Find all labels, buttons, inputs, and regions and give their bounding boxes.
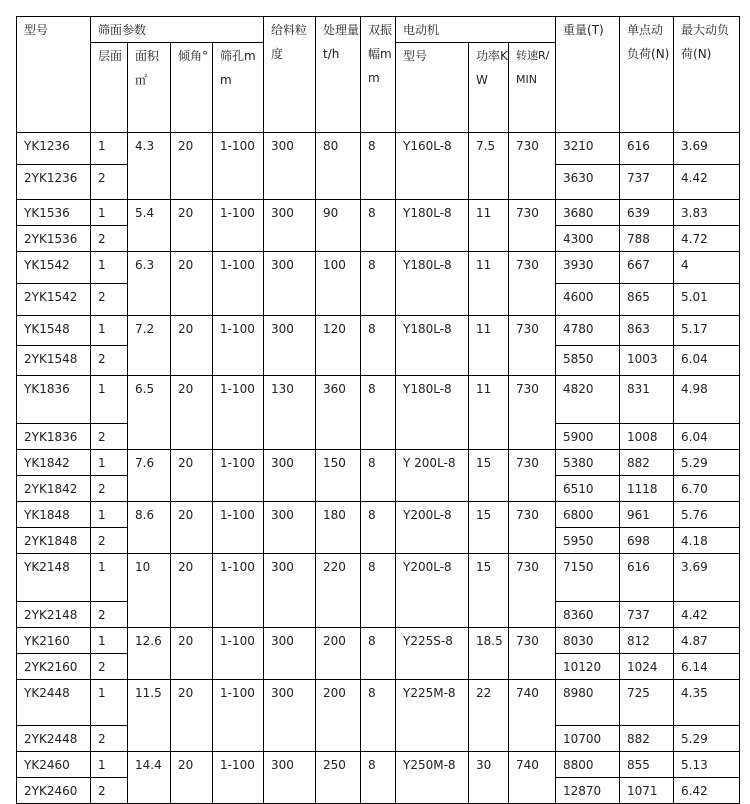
mesh-cell: 1-100 <box>213 502 264 554</box>
feed-size-cell: 300 <box>264 628 316 680</box>
model-name-cell: YK2148 <box>17 554 91 602</box>
weight-cell: 4300 <box>556 226 620 252</box>
header-angle: 倾角° <box>171 43 213 133</box>
weight-cell: 5850 <box>556 346 620 376</box>
amplitude-cell: 8 <box>361 680 396 752</box>
feed-size-cell: 300 <box>264 133 316 200</box>
area-cell: 8.6 <box>128 502 171 554</box>
weight-cell: 3210 <box>556 133 620 165</box>
weight-cell: 8800 <box>556 752 620 778</box>
model-name-cell: YK1848 <box>17 502 91 528</box>
amplitude-cell: 8 <box>361 450 396 502</box>
model-name-cell: YK1548 <box>17 316 91 346</box>
speed-cell: 730 <box>509 628 556 680</box>
feed-size-cell: 300 <box>264 450 316 502</box>
model-name-cell: 2YK1236 <box>17 165 91 200</box>
area-cell: 10 <box>128 554 171 628</box>
layers-cell: 1 <box>91 200 128 226</box>
speed-cell: 730 <box>509 554 556 628</box>
layers-cell: 1 <box>91 316 128 346</box>
mesh-cell: 1-100 <box>213 450 264 502</box>
weight-cell: 10120 <box>556 654 620 680</box>
amplitude-cell: 8 <box>361 133 396 200</box>
mesh-cell: 1-100 <box>213 554 264 628</box>
layers-cell: 2 <box>91 284 128 316</box>
feed-size-cell: 300 <box>264 252 316 316</box>
layers-cell: 2 <box>91 165 128 200</box>
max-load-cell: 3.83 <box>674 200 740 226</box>
max-load-cell: 6.70 <box>674 476 740 502</box>
header-capacity: 处理量t/h <box>316 17 361 133</box>
area-cell: 7.2 <box>128 316 171 376</box>
angle-cell: 20 <box>171 752 213 804</box>
amplitude-cell: 8 <box>361 200 396 252</box>
model-name-cell: 2YK1548 <box>17 346 91 376</box>
max-load-cell: 4.72 <box>674 226 740 252</box>
speed-cell: 730 <box>509 252 556 316</box>
max-load-cell: 4 <box>674 252 740 284</box>
header-motor-model: 型号 <box>396 43 469 133</box>
mesh-cell: 1-100 <box>213 252 264 316</box>
feed-size-cell: 300 <box>264 502 316 554</box>
max-load-cell: 3.69 <box>674 554 740 602</box>
weight-cell: 8030 <box>556 628 620 654</box>
max-load-cell: 5.29 <box>674 450 740 476</box>
amplitude-cell: 8 <box>361 628 396 680</box>
header-area: 面积㎡ <box>128 43 171 133</box>
header-point-dynamic-load: 单点动负荷(N) <box>620 17 674 133</box>
motor-model-cell: Y 200L-8 <box>396 450 469 502</box>
max-load-cell: 6.04 <box>674 424 740 450</box>
capacity-cell: 200 <box>316 680 361 752</box>
point-load-cell: 812 <box>620 628 674 654</box>
feed-size-cell: 300 <box>264 200 316 252</box>
table-row <box>17 502 740 528</box>
max-load-cell: 4.42 <box>674 165 740 200</box>
area-cell: 4.3 <box>128 133 171 200</box>
feed-size-cell: 300 <box>264 316 316 376</box>
area-cell: 7.6 <box>128 450 171 502</box>
angle-cell: 20 <box>171 502 213 554</box>
model-name-cell: YK1842 <box>17 450 91 476</box>
amplitude-cell: 8 <box>361 316 396 376</box>
layers-cell: 2 <box>91 654 128 680</box>
capacity-cell: 220 <box>316 554 361 628</box>
layers-cell: 2 <box>91 528 128 554</box>
point-load-cell: 961 <box>620 502 674 528</box>
point-load-cell: 831 <box>620 376 674 424</box>
speed-cell: 730 <box>509 450 556 502</box>
table-row <box>17 376 740 424</box>
amplitude-cell: 8 <box>361 252 396 316</box>
max-load-cell: 5.13 <box>674 752 740 778</box>
power-cell: 30 <box>469 752 509 804</box>
weight-cell: 3630 <box>556 165 620 200</box>
header-screen-params: 筛面参数 <box>91 17 264 43</box>
layers-cell: 2 <box>91 424 128 450</box>
max-load-cell: 5.29 <box>674 726 740 752</box>
max-load-cell: 6.42 <box>674 778 740 804</box>
point-load-cell: 616 <box>620 554 674 602</box>
point-load-cell: 855 <box>620 752 674 778</box>
layers-cell: 1 <box>91 680 128 726</box>
model-name-cell: 2YK2160 <box>17 654 91 680</box>
angle-cell: 20 <box>171 450 213 502</box>
weight-cell: 5900 <box>556 424 620 450</box>
model-name-cell: 2YK2148 <box>17 602 91 628</box>
point-load-cell: 788 <box>620 226 674 252</box>
max-load-cell: 5.01 <box>674 284 740 316</box>
power-cell: 7.5 <box>469 133 509 200</box>
layers-cell: 2 <box>91 346 128 376</box>
motor-model-cell: Y200L-8 <box>396 502 469 554</box>
max-load-cell: 3.69 <box>674 133 740 165</box>
mesh-cell: 1-100 <box>213 133 264 200</box>
mesh-cell: 1-100 <box>213 628 264 680</box>
mesh-cell: 1-100 <box>213 316 264 376</box>
max-load-cell: 5.76 <box>674 502 740 528</box>
mesh-cell: 1-100 <box>213 752 264 804</box>
model-name-cell: 2YK2460 <box>17 778 91 804</box>
area-cell: 5.4 <box>128 200 171 252</box>
model-name-cell: YK1236 <box>17 133 91 165</box>
layers-cell: 2 <box>91 476 128 502</box>
model-name-cell: 2YK1542 <box>17 284 91 316</box>
weight-cell: 6510 <box>556 476 620 502</box>
weight-cell: 10700 <box>556 726 620 752</box>
weight-cell: 5380 <box>556 450 620 476</box>
vibrating-screen-spec-table <box>16 16 740 804</box>
header-weight: 重量(T) <box>556 17 620 133</box>
weight-cell: 5950 <box>556 528 620 554</box>
power-cell: 11 <box>469 376 509 450</box>
table-row <box>17 200 740 226</box>
point-load-cell: 639 <box>620 200 674 226</box>
capacity-cell: 100 <box>316 252 361 316</box>
feed-size-cell: 300 <box>264 680 316 752</box>
mesh-cell: 1-100 <box>213 200 264 252</box>
area-cell: 11.5 <box>128 680 171 752</box>
mesh-cell: 1-100 <box>213 376 264 450</box>
area-cell: 6.5 <box>128 376 171 450</box>
power-cell: 11 <box>469 252 509 316</box>
point-load-cell: 1071 <box>620 778 674 804</box>
layers-cell: 2 <box>91 726 128 752</box>
model-name-cell: 2YK1842 <box>17 476 91 502</box>
feed-size-cell: 130 <box>264 376 316 450</box>
power-cell: 15 <box>469 450 509 502</box>
speed-cell: 740 <box>509 680 556 752</box>
model-name-cell: YK2448 <box>17 680 91 726</box>
capacity-cell: 150 <box>316 450 361 502</box>
feed-size-cell: 300 <box>264 554 316 628</box>
table-row <box>17 680 740 726</box>
layers-cell: 2 <box>91 778 128 804</box>
speed-cell: 730 <box>509 133 556 200</box>
area-cell: 12.6 <box>128 628 171 680</box>
angle-cell: 20 <box>171 680 213 752</box>
max-load-cell: 6.14 <box>674 654 740 680</box>
motor-model-cell: Y225M-8 <box>396 680 469 752</box>
weight-cell: 3680 <box>556 200 620 226</box>
layers-cell: 1 <box>91 450 128 476</box>
layers-cell: 2 <box>91 602 128 628</box>
angle-cell: 20 <box>171 316 213 376</box>
model-name-cell: YK1836 <box>17 376 91 424</box>
angle-cell: 20 <box>171 252 213 316</box>
point-load-cell: 865 <box>620 284 674 316</box>
angle-cell: 20 <box>171 554 213 628</box>
power-cell: 11 <box>469 200 509 252</box>
weight-cell: 4600 <box>556 284 620 316</box>
max-load-cell: 5.17 <box>674 316 740 346</box>
power-cell: 18.5 <box>469 628 509 680</box>
layers-cell: 1 <box>91 628 128 654</box>
point-load-cell: 737 <box>620 602 674 628</box>
model-name-cell: 2YK2448 <box>17 726 91 752</box>
speed-cell: 730 <box>509 502 556 554</box>
area-cell: 14.4 <box>128 752 171 804</box>
header-model: 型号 <box>17 17 91 133</box>
motor-model-cell: Y250M-8 <box>396 752 469 804</box>
amplitude-cell: 8 <box>361 554 396 628</box>
header-double-amplitude: 双振幅mm <box>361 17 396 133</box>
point-load-cell: 698 <box>620 528 674 554</box>
max-load-cell: 4.35 <box>674 680 740 726</box>
point-load-cell: 1003 <box>620 346 674 376</box>
table-row <box>17 628 740 654</box>
header-power: 功率KW <box>469 43 509 133</box>
point-load-cell: 882 <box>620 450 674 476</box>
motor-model-cell: Y200L-8 <box>396 554 469 628</box>
motor-model-cell: Y180L-8 <box>396 376 469 450</box>
angle-cell: 20 <box>171 628 213 680</box>
header-speed: 转速R/MIN <box>509 43 556 133</box>
motor-model-cell: Y180L-8 <box>396 200 469 252</box>
capacity-cell: 200 <box>316 628 361 680</box>
point-load-cell: 1118 <box>620 476 674 502</box>
angle-cell: 20 <box>171 376 213 450</box>
amplitude-cell: 8 <box>361 752 396 804</box>
power-cell: 15 <box>469 554 509 628</box>
model-name-cell: 2YK1848 <box>17 528 91 554</box>
motor-model-cell: Y180L-8 <box>396 252 469 316</box>
point-load-cell: 863 <box>620 316 674 346</box>
point-load-cell: 616 <box>620 133 674 165</box>
angle-cell: 20 <box>171 200 213 252</box>
table-row <box>17 316 740 346</box>
weight-cell: 4820 <box>556 376 620 424</box>
power-cell: 11 <box>469 316 509 376</box>
layers-cell: 1 <box>91 502 128 528</box>
table-row <box>17 554 740 602</box>
model-name-cell: YK1536 <box>17 200 91 226</box>
header-motor: 电动机 <box>396 17 556 43</box>
motor-model-cell: Y160L-8 <box>396 133 469 200</box>
layers-cell: 1 <box>91 252 128 284</box>
weight-cell: 4780 <box>556 316 620 346</box>
capacity-cell: 360 <box>316 376 361 450</box>
weight-cell: 6800 <box>556 502 620 528</box>
max-load-cell: 4.18 <box>674 528 740 554</box>
angle-cell: 20 <box>171 133 213 200</box>
feed-size-cell: 300 <box>264 752 316 804</box>
speed-cell: 730 <box>509 200 556 252</box>
point-load-cell: 725 <box>620 680 674 726</box>
max-load-cell: 4.87 <box>674 628 740 654</box>
point-load-cell: 737 <box>620 165 674 200</box>
layers-cell: 1 <box>91 376 128 424</box>
max-load-cell: 4.42 <box>674 602 740 628</box>
table-row <box>17 252 740 284</box>
weight-cell: 7150 <box>556 554 620 602</box>
motor-model-cell: Y180L-8 <box>396 316 469 376</box>
model-name-cell: YK2460 <box>17 752 91 778</box>
layers-cell: 2 <box>91 226 128 252</box>
amplitude-cell: 8 <box>361 376 396 450</box>
table-row <box>17 752 740 778</box>
power-cell: 22 <box>469 680 509 752</box>
point-load-cell: 882 <box>620 726 674 752</box>
speed-cell: 730 <box>509 316 556 376</box>
header-feed-size: 给料粒度 <box>264 17 316 133</box>
layers-cell: 1 <box>91 554 128 602</box>
model-name-cell: YK2160 <box>17 628 91 654</box>
header-mesh: 筛孔mm <box>213 43 264 133</box>
amplitude-cell: 8 <box>361 502 396 554</box>
table-row <box>17 450 740 476</box>
table-row <box>17 133 740 165</box>
mesh-cell: 1-100 <box>213 680 264 752</box>
model-name-cell: 2YK1536 <box>17 226 91 252</box>
weight-cell: 8980 <box>556 680 620 726</box>
weight-cell: 8360 <box>556 602 620 628</box>
weight-cell: 3930 <box>556 252 620 284</box>
point-load-cell: 1008 <box>620 424 674 450</box>
max-load-cell: 4.98 <box>674 376 740 424</box>
capacity-cell: 180 <box>316 502 361 554</box>
capacity-cell: 120 <box>316 316 361 376</box>
model-name-cell: 2YK1836 <box>17 424 91 450</box>
max-load-cell: 6.04 <box>674 346 740 376</box>
speed-cell: 730 <box>509 376 556 450</box>
capacity-cell: 90 <box>316 200 361 252</box>
header-max-dynamic-load: 最大动负荷(N) <box>674 17 740 133</box>
power-cell: 15 <box>469 502 509 554</box>
motor-model-cell: Y225S-8 <box>396 628 469 680</box>
capacity-cell: 80 <box>316 133 361 200</box>
capacity-cell: 250 <box>316 752 361 804</box>
header-layers: 层面 <box>91 43 128 133</box>
point-load-cell: 1024 <box>620 654 674 680</box>
model-name-cell: YK1542 <box>17 252 91 284</box>
layers-cell: 1 <box>91 752 128 778</box>
area-cell: 6.3 <box>128 252 171 316</box>
speed-cell: 740 <box>509 752 556 804</box>
weight-cell: 12870 <box>556 778 620 804</box>
point-load-cell: 667 <box>620 252 674 284</box>
layers-cell: 1 <box>91 133 128 165</box>
